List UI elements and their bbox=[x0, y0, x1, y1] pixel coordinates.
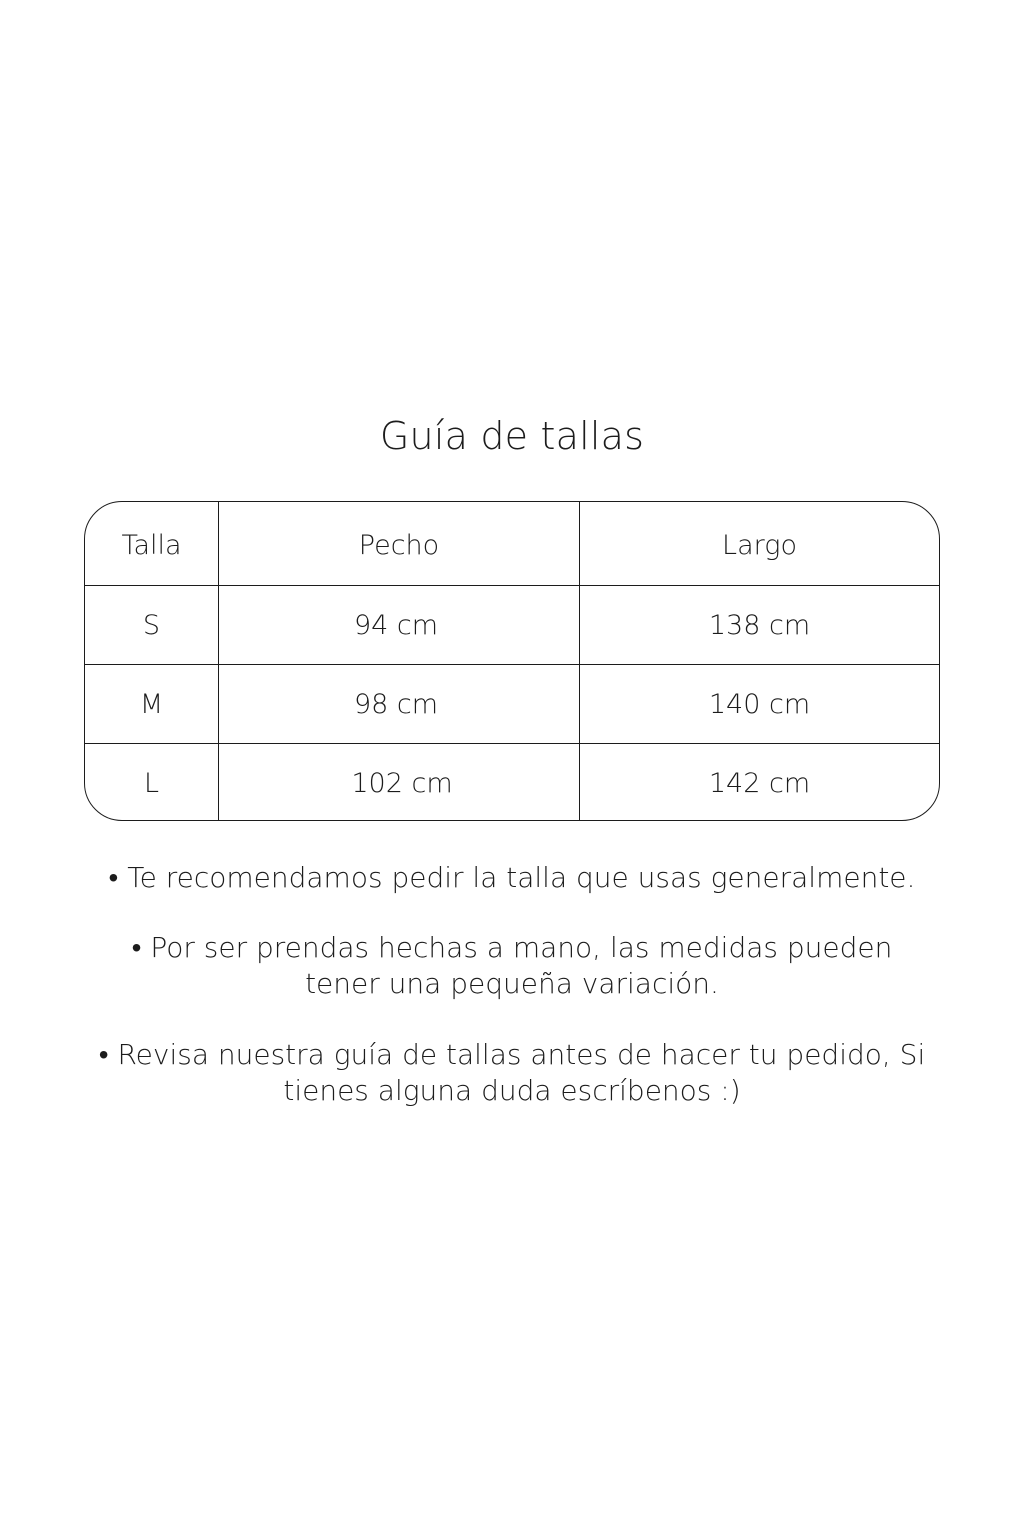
length-cell: 140 cm bbox=[708, 688, 811, 720]
length-cell: 138 cm bbox=[708, 609, 811, 641]
note-line: tienes alguna duda escríbenos :) bbox=[283, 1074, 741, 1107]
chest-cell: 94 cm bbox=[219, 586, 580, 664]
length-cell: 142 cm bbox=[708, 767, 811, 799]
table-row bbox=[85, 665, 939, 744]
note-handmade bbox=[60, 930, 964, 1002]
table-row bbox=[85, 744, 939, 821]
note-line: • Revisa nuestra guía de tallas antes de hacer tu pedido, Si bbox=[98, 1038, 926, 1071]
header-largo: Largo bbox=[722, 530, 797, 561]
size-cell: S bbox=[85, 586, 219, 664]
size-cell: M bbox=[85, 665, 219, 743]
note-line: tener una pequeña variación. bbox=[305, 967, 719, 1000]
note-recommendation bbox=[60, 860, 964, 896]
size-chart-table bbox=[84, 501, 940, 821]
table-row bbox=[85, 586, 939, 665]
size-cell: L bbox=[85, 744, 219, 821]
table-header-row bbox=[85, 502, 939, 586]
header-talla: Talla bbox=[85, 502, 219, 585]
chest-cell: 98 cm bbox=[219, 665, 580, 743]
note-line: • Por ser prendas hechas a mano, las medidas pueden bbox=[131, 931, 893, 964]
header-pecho: Pecho bbox=[219, 502, 580, 585]
page-title: Guía de tallas bbox=[379, 414, 645, 458]
chest-cell: 102 cm bbox=[219, 744, 580, 821]
note-review-guide bbox=[60, 1037, 964, 1109]
note-line: • Te recomendamos pedir la talla que usas generalmente. bbox=[108, 861, 916, 894]
